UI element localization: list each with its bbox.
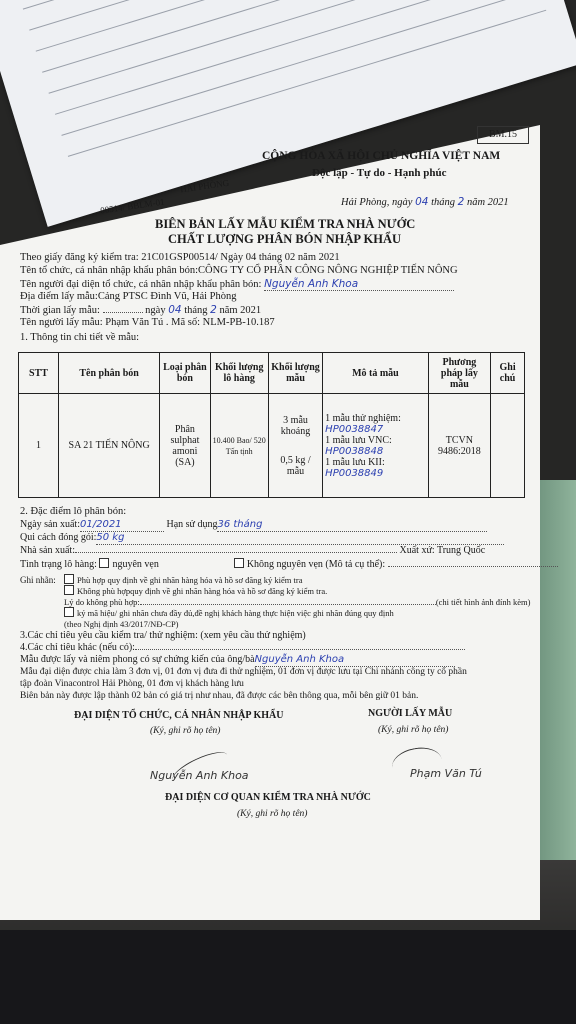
label-note-3: Lý do không phù hợp: (chi tiết hình ảnh đính kèm) [64, 597, 531, 607]
title-line-1: BIÊN BẢN LẤY MẪU KIỂM TRA NHÀ NƯỚC [155, 217, 416, 231]
table-header-row [19, 353, 525, 394]
paragraph-3: Biên bản này được lập thành 02 bản có giá trị như nhau, đã được các bên thông qua, mỗi bên giữ 01 bản. [20, 691, 419, 701]
sample-table [18, 352, 525, 498]
maker-line: Nhà sản xuất: Xuất xứ: Trung Quốc [20, 545, 486, 556]
signer-bottom-title: ĐẠI DIỆN CƠ QUAN KIỂM TRA NHÀ NƯỚC [165, 792, 371, 803]
cell-sample-qty [268, 394, 322, 498]
sample-qty-count: 3 mẫu khoáng [280, 414, 311, 437]
label-note-4: ký mã hiệu/ ghi nhãn chưa đầy đủ,đề nghị khách hàng thực hiện việc ghi nhãn đúng quy định [64, 607, 394, 619]
checkbox-note-4[interactable] [64, 607, 74, 617]
label-note-2: Không phù hợpquy định về ghi nhãn hàng hóa và hồ sơ đăng ký kiểm tra. [64, 585, 327, 597]
desc-vnc: 1 mẫu lưu VNC: [325, 434, 392, 446]
packaging-line: Qui cách đóng gói:50 kg [20, 532, 504, 545]
section-4: 4.Các chỉ tiêu khác (nếu có): [20, 642, 465, 654]
header-name: Tên phân bón [58, 353, 159, 394]
signature-right-name: Phạm Văn Tú [410, 767, 482, 780]
cell-name: SA 21 TIẾN NÔNG [58, 394, 159, 498]
signer-right-title: NGƯỜI LẤY MẪU [368, 708, 453, 719]
republic-heading: CỘNG HÒA XÃ HỘI CHỦ NGHĨA VIỆT NAM [262, 150, 501, 162]
signer-right-subtitle: (Ký, ghi rõ họ tên) [378, 725, 449, 735]
info-time: Thời gian lấy mẫu: ngày 04 tháng 2 năm 2021 [20, 304, 262, 316]
cell-lot: 10.400 Bao/ 520 Tấn tịnh [210, 394, 268, 498]
title-line-2: CHẤT LƯỢNG PHÂN BÓN NHẬP KHẨU [168, 232, 401, 246]
header-method: Phương pháp lấy mẫu [428, 353, 490, 394]
seal-witness-line: Mẫu được lấy và niêm phong có sự chứng kiến của ông/bàNguyễn Anh Khoa [20, 654, 455, 667]
signer-left-subtitle: (Ký, ghi rõ họ tên) [150, 726, 221, 736]
header-lot: Khối lượng lô hàng [210, 353, 268, 394]
label-note-1: Phù hợp quy định về ghi nhãn hàng hóa và hồ sơ đăng ký kiểm tra [64, 574, 302, 586]
table-row [19, 394, 525, 498]
status-line: Tình trạng lô hàng: nguyên vẹn Không nguyên vẹn (Mô tả cụ thể): [20, 558, 558, 571]
label-notes-title: Ghi nhãn: [20, 575, 56, 585]
checkbox-intact[interactable] [99, 558, 109, 568]
info-registration: Theo giấy đăng ký kiểm tra: 21C01GSP00514/ Ngày 04 tháng 02 năm 2021 [20, 252, 340, 263]
cell-method: TCVN 9486:2018 [428, 394, 490, 498]
code-kii: HP0038849 [325, 467, 384, 479]
cell-description [323, 394, 429, 498]
signer-left-title: ĐẠI DIỆN TỔ CHỨC, CÁ NHÂN NHẬP KHẨU [74, 710, 284, 721]
cell-stt: 1 [19, 394, 59, 498]
form-code-box: BM.15 [477, 126, 529, 144]
left-unit: HẢI PHÒNG [179, 177, 230, 195]
section-3: 3.Các chỉ tiêu yêu cầu kiểm tra/ thử nghiệm: (xem yêu cầu thử nghiệm) [20, 630, 306, 641]
header-sample-qty: Khối lượng mẫu [268, 353, 322, 394]
cell-type: Phân sulphat amoni (SA) [160, 394, 210, 498]
info-location: Địa điểm lấy mẫu:Cảng PTSC Đình Vũ, Hải Phòng [20, 291, 237, 302]
cell-note [491, 394, 525, 498]
info-sampler: Tên người lấy mẫu: Phạm Văn Tú . Mã số: NLM-PB-10.187 [20, 317, 275, 328]
floor-dark-band [0, 930, 576, 1024]
header-note: Ghi chú [491, 353, 525, 394]
header-stt: STT [19, 353, 59, 394]
checkbox-note-2[interactable] [64, 585, 74, 595]
checkbox-not-intact[interactable] [234, 558, 244, 568]
info-organization: Tên tổ chức, cá nhân nhập khẩu phân bón:CÔNG TY CỔ PHẦN CÔNG NÔNG NGHIỆP TIẾN NÔNG [20, 265, 458, 276]
left-code: 00514/ BBLM-01 [99, 196, 166, 216]
paragraph-2: tập đoàn Vinacontrol Hải Phòng, 01 đơn vị khách hàng lưu [20, 679, 244, 689]
section-1-title: 1. Thông tin chi tiết về mẫu: [20, 332, 140, 343]
code-vnc: HP0038848 [325, 445, 384, 457]
label-note-5: (theo Nghị định 43/2017/NĐ-CP) [64, 619, 179, 629]
signer-bottom-subtitle: (Ký, ghi rõ họ tên) [237, 809, 308, 819]
checkbox-note-1[interactable] [64, 574, 74, 584]
place-date: Hải Phòng, ngày 04 tháng 2 năm 2021 [341, 196, 509, 208]
info-representative: Tên người đại diện tổ chức, cá nhân nhập khẩu phân bón: Nguyễn Anh Khoa [20, 278, 454, 291]
manufacture-line: Ngày sản xuất:01/2021 Hạn sử dụng36 tháng [20, 519, 487, 532]
header-description: Mô tả mẫu [323, 353, 429, 394]
paragraph-1: Mẫu đại diện được chia làm 3 đơn vị, 01 đơn vị đưa đi thử nghiệm, 01 đơn vị được lưu tại Chi nhánh công ty cổ phần [20, 667, 467, 677]
section-2-title: 2. Đặc điểm lô phân bón: [20, 506, 127, 517]
code-test: HP0038847 [325, 423, 384, 435]
desc-test: 1 mẫu thử nghiệm: [325, 412, 401, 424]
sample-qty-weight: 0,5 kg / mẫu [280, 454, 311, 477]
motto: Độc lập - Tự do - Hạnh phúc [312, 167, 447, 179]
desc-kii: 1 mẫu lưu KII: [325, 456, 385, 468]
signature-left-name: Nguyễn Anh Khoa [150, 769, 249, 782]
header-type: Loại phân bón [160, 353, 210, 394]
